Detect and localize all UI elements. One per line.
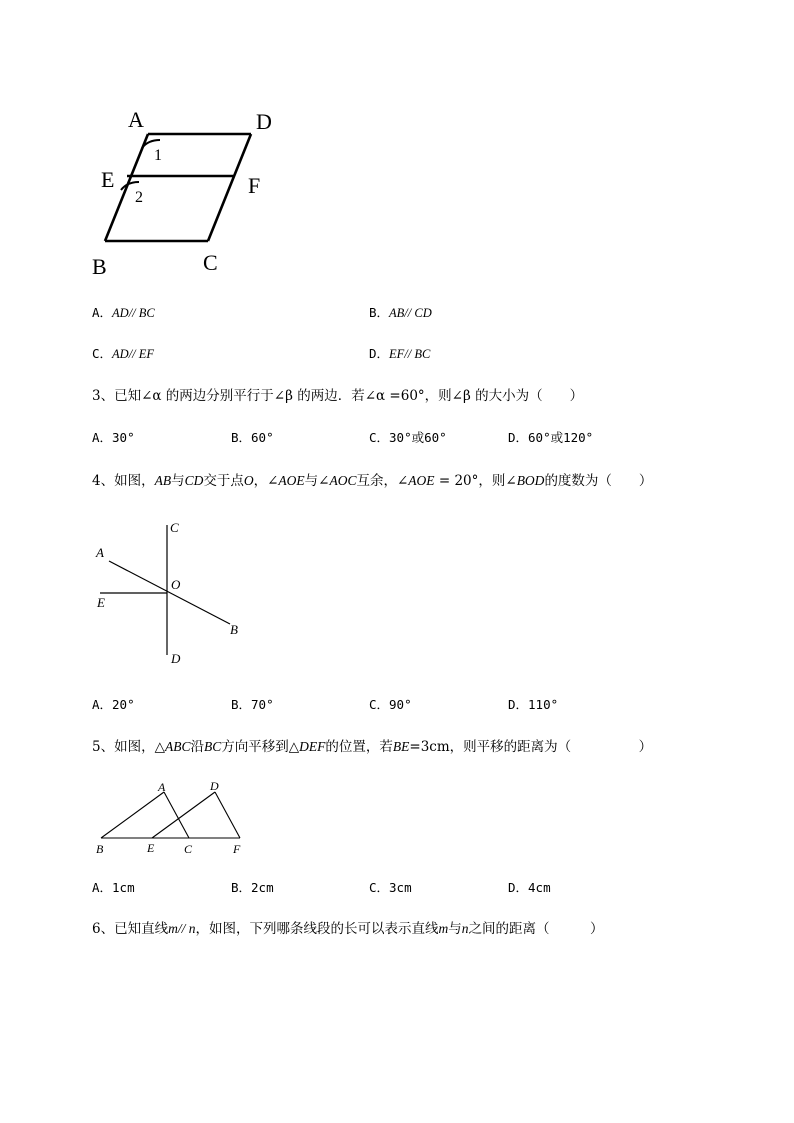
- fig5-label-c: C: [184, 842, 193, 856]
- q4-stem-aoe2: AOE: [408, 473, 435, 488]
- fig4-label-d: D: [171, 651, 181, 666]
- option-letter: B．: [369, 305, 390, 320]
- segment-df: [215, 792, 240, 838]
- option-letter: D．: [508, 430, 529, 445]
- segment-ac: [164, 792, 189, 838]
- option-text: 4cm: [528, 880, 551, 895]
- fig4-label-b: B: [230, 622, 238, 637]
- q4-stem-prefix: 4、如图，: [92, 473, 155, 489]
- option-text: AB// CD: [389, 306, 432, 320]
- option-text: 90°: [389, 697, 412, 712]
- option-text: 30°: [112, 430, 135, 445]
- fig1-label-f: F: [248, 173, 261, 198]
- option-text: 20°: [112, 697, 135, 712]
- q5-stem-bc: BC: [203, 739, 222, 754]
- q4-stem-o: O: [243, 473, 254, 488]
- fig1-label-e: E: [101, 167, 115, 192]
- q6-stem-prefix: 6、已知直线: [92, 921, 169, 937]
- fig1-label-a: A: [128, 107, 144, 132]
- q6-stem-m: m: [168, 921, 178, 936]
- fig4-label-e: E: [97, 595, 105, 610]
- option-letter: C．: [369, 880, 390, 895]
- option-text: AD// BC: [112, 306, 155, 320]
- fig4-label-o: O: [171, 577, 181, 592]
- fig5-label-d: D: [210, 779, 219, 793]
- q5-option-d[interactable]: [508, 882, 551, 895]
- option-text: 110°: [528, 697, 559, 712]
- option-text: 2cm: [251, 880, 274, 895]
- fig1-label-c: C: [203, 250, 218, 275]
- fig5-label-b: B: [96, 842, 104, 856]
- option-letter: D．: [508, 880, 529, 895]
- option-letter: B．: [231, 697, 252, 712]
- q4-stem-mid5: 互余，∠: [356, 473, 409, 489]
- fig5-label-f: F: [233, 842, 241, 856]
- q4-stem-cd: CD: [184, 473, 204, 488]
- q4-stem-mid2: 交于点: [203, 473, 244, 489]
- q4-stem-bod: BOD: [516, 473, 545, 488]
- q4-stem-mid3: ，∠: [253, 473, 279, 489]
- q5-stem-def: DEF: [299, 739, 326, 754]
- fig4-label-c: C: [170, 520, 179, 535]
- q6-stem: [92, 922, 603, 937]
- option-text: AD// EF: [112, 347, 155, 361]
- fig1-label-b: B: [92, 254, 107, 279]
- option-letter: B．: [231, 430, 252, 445]
- option-text: 70°: [251, 697, 274, 712]
- segment-ed: [152, 792, 215, 838]
- q5-stem-mid2: 方向平移到△: [221, 739, 300, 755]
- q4-stem-aoe: AOE: [278, 473, 305, 488]
- q6-stem-parallel: //: [177, 921, 189, 936]
- fig1-angle-1: 1: [154, 147, 162, 164]
- q4-stem-ab: AB: [154, 473, 172, 488]
- fig1-label-d: D: [256, 109, 272, 134]
- q6-stem-mid: ，如图，下列哪条线段的长可以表示直线: [195, 921, 439, 937]
- option-letter: A．: [92, 305, 113, 320]
- q5-stem-abc: ABC: [164, 739, 191, 754]
- q4-stem-suffix: 的度数为（ ）: [544, 473, 653, 489]
- q6-stem-and: 与: [448, 921, 462, 937]
- q4-stem-aoc: AOC: [329, 473, 357, 488]
- fig5-label-a: A: [158, 780, 166, 794]
- option-letter: A．: [92, 880, 113, 895]
- option-text: 60°或120°: [528, 430, 594, 445]
- q6-stem-n: n: [188, 921, 196, 936]
- q5-option-b[interactable]: [231, 882, 274, 895]
- q6-stem-suffix: 之间的距离（ ）: [468, 921, 604, 937]
- option-letter: D．: [508, 697, 529, 712]
- option-letter: C．: [369, 430, 390, 445]
- q4-stem-mid1: 与: [171, 473, 185, 489]
- option-letter: A．: [92, 697, 113, 712]
- option-text: EF// BC: [389, 347, 431, 361]
- q5-option-a[interactable]: [92, 882, 135, 895]
- segment-ba: [101, 792, 164, 838]
- fig5-label-e: E: [147, 841, 155, 855]
- q4-stem-mid4: 与∠: [304, 473, 330, 489]
- fig4-label-a: A: [96, 545, 104, 560]
- option-letter: C．: [369, 697, 390, 712]
- q5-stem-suffix: =3cm，则平移的距离为（ ）: [409, 739, 653, 755]
- q5-stem-mid1: 沿: [190, 739, 204, 755]
- q5-stem-prefix: 5、如图，△: [92, 739, 165, 755]
- option-letter: A．: [92, 430, 113, 445]
- option-text: 30°或60°: [389, 430, 447, 445]
- q5-option-c[interactable]: [369, 882, 412, 895]
- option-text: 1cm: [112, 880, 135, 895]
- q4-stem-eq: = 20°，则∠: [434, 473, 517, 489]
- option-letter: B．: [231, 880, 252, 895]
- q5-stem-mid3: 的位置，若: [325, 739, 393, 755]
- option-letter: C．: [92, 346, 113, 361]
- q5-stem-be: BE: [392, 739, 410, 754]
- q6-stem-n2: n: [461, 921, 469, 936]
- fig1-angle-2: 2: [135, 189, 143, 206]
- q6-stem-m2: m: [438, 921, 449, 936]
- option-letter: D．: [369, 346, 390, 361]
- q3-stem: 3、已知∠α 的两边分别平行于∠β 的两边．若∠α =60°，则∠β 的大小为（ ）: [92, 388, 584, 404]
- option-text: 3cm: [389, 880, 412, 895]
- option-text: 60°: [251, 430, 274, 445]
